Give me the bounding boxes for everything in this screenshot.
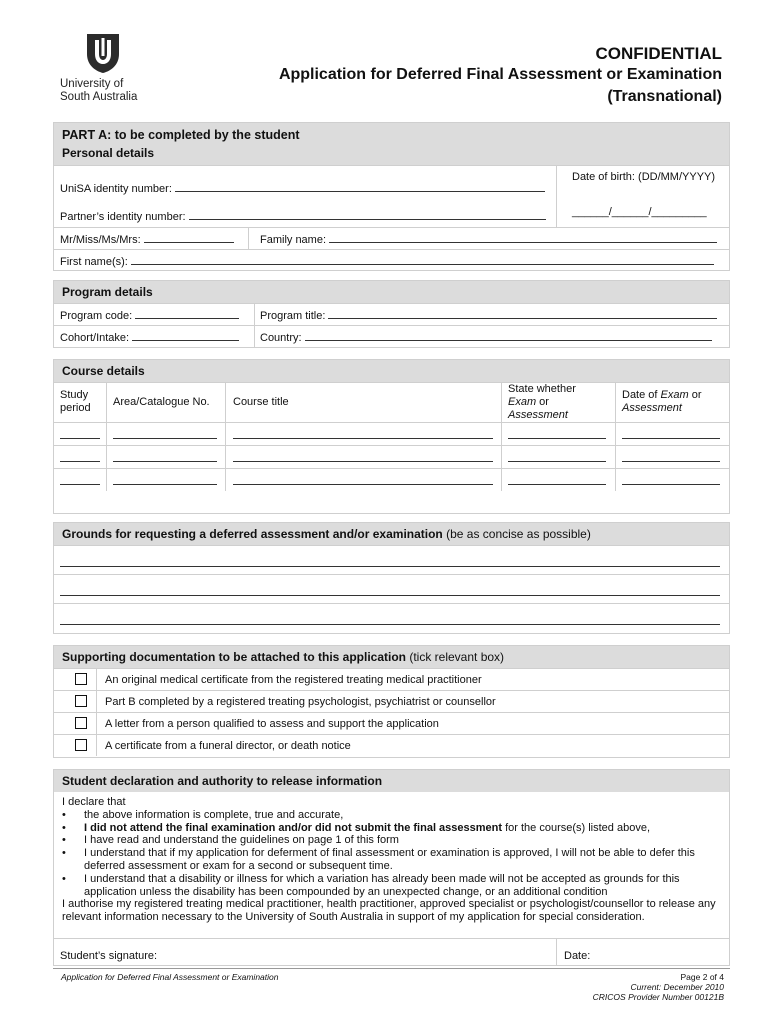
declaration-bullet: • I did not attend the final examination and/or did not submit the final assessment for the course(s) listed above,	[62, 822, 721, 835]
page-footer	[53, 968, 730, 1002]
declaration-bullet: • I understand that if my application for deferment of final assessment or examination is approved, I will not be able to defer this deferred assessment or exam for a second or subsequent time.	[62, 847, 721, 873]
date-field[interactable]: Date:	[564, 950, 591, 962]
footer-cricos: CRICOS Provider Number 00121B	[592, 992, 724, 1002]
supporting-item-label: A certificate from a funeral director, or death notice	[105, 740, 351, 752]
authorise-text: I authorise my registered treating medical practitioner, health practitioner, approved specialist or psychologist/counsellor to release any relevant information necessary to the University of South Australia in support of my application for special consideration.	[62, 898, 716, 924]
part-a-heading: PART A: to be completed by the student	[62, 128, 300, 142]
program-code-field[interactable]	[60, 309, 239, 322]
declaration-heading: Student declaration and authority to release information	[54, 770, 729, 792]
grounds-heading: Grounds for requesting a deferred assessment and/or examination (be as concise as possible)	[54, 523, 729, 545]
supporting-docs-section	[53, 645, 730, 758]
unisa-id-field[interactable]	[60, 182, 545, 195]
title-field[interactable]	[60, 233, 234, 246]
col-area: Area/Catalogue No.	[113, 396, 210, 408]
grounds-line[interactable]	[54, 603, 729, 632]
grounds-line[interactable]	[54, 574, 729, 603]
partner-id-label: Partner’s identity number:	[60, 211, 186, 223]
footer-form-name: Application for Deferred Final Assessment or Examination	[61, 972, 279, 982]
form-title-line1: Application for Deferred Final Assessment or Examination	[278, 66, 722, 83]
supporting-item	[54, 734, 729, 756]
personal-details-section	[53, 122, 730, 271]
first-names-field[interactable]	[60, 255, 714, 268]
col-study-period: Study period	[60, 389, 91, 414]
country-field[interactable]	[260, 331, 712, 344]
first-names-label: First name(s):	[60, 256, 128, 268]
cohort-field[interactable]	[60, 331, 239, 344]
unisa-id-label: UniSA identity number:	[60, 183, 172, 195]
program-code-label: Program code:	[60, 310, 133, 322]
declaration-text	[54, 792, 729, 928]
supporting-item	[54, 690, 729, 712]
supporting-item-label: Part B completed by a registered treating psychologist, psychiatrist or counsellor	[105, 696, 496, 708]
program-details-section	[53, 280, 730, 348]
checkbox-medical-certificate[interactable]	[75, 673, 87, 685]
supporting-item	[54, 712, 729, 734]
footer-current: Current: December 2010	[630, 982, 724, 992]
personal-details-heading: Personal details	[62, 146, 155, 160]
confidential-label: CONFIDENTIAL	[595, 44, 722, 63]
program-title-field[interactable]	[260, 309, 717, 322]
supporting-docs-heading: Supporting documentation to be attached to this application (tick relevant box)	[54, 646, 729, 668]
university-logo	[60, 32, 160, 104]
checkbox-part-b[interactable]	[75, 695, 87, 707]
footer-meta	[593, 972, 724, 1002]
supporting-item	[54, 668, 729, 690]
declaration-bullet: • the above information is complete, true and accurate,	[62, 809, 721, 822]
course-row[interactable]	[54, 445, 729, 468]
signature-field[interactable]: Student’s signature:	[60, 950, 158, 962]
supporting-item-label: An original medical certificate from the registered treating medical practitioner	[105, 674, 482, 686]
declaration-bullet: • I have read and understand the guidelines on page 1 of this form	[62, 834, 721, 847]
university-name-line1: University of	[60, 78, 124, 90]
university-name	[60, 78, 160, 104]
unisa-shield-icon	[85, 32, 121, 74]
grounds-line[interactable]	[54, 545, 729, 574]
partner-id-field[interactable]	[60, 210, 546, 223]
checkbox-letter[interactable]	[75, 717, 87, 729]
declaration-intro: I declare that	[62, 796, 126, 808]
university-name-line2: South Australia	[60, 91, 138, 103]
col-course-title: Course title	[233, 396, 289, 408]
declaration-section	[53, 769, 730, 966]
family-name-field[interactable]	[260, 233, 717, 246]
course-details-section	[53, 359, 730, 514]
form-title-block	[279, 44, 722, 108]
cohort-label: Cohort/Intake:	[60, 332, 130, 344]
footer-page-number: Page 2 of 4	[680, 972, 724, 982]
course-row[interactable]	[54, 468, 729, 491]
country-label: Country:	[260, 332, 302, 344]
title-label: Mr/Miss/Ms/Mrs:	[60, 234, 141, 246]
declaration-bullet: • I understand that a disability or illness for which a variation has already been made will not be accepted as grounds for this application unless the disability has been compounded by an unexpected change, or an additional condition	[62, 873, 721, 899]
program-title-label: Program title:	[260, 310, 326, 322]
family-name-label: Family name:	[260, 234, 327, 246]
course-table-header	[54, 382, 729, 422]
col-date: Date of Exam or Assessment	[622, 389, 702, 414]
course-details-heading: Course details	[54, 360, 729, 382]
checkbox-funeral-certificate[interactable]	[75, 739, 87, 751]
grounds-section	[53, 522, 730, 634]
course-row[interactable]	[54, 422, 729, 445]
form-title-line2: (Transnational)	[607, 88, 722, 105]
dob-label: Date of birth: (DD/MM/YYYY)	[572, 171, 716, 183]
program-details-heading: Program details	[54, 281, 729, 303]
col-state-whether: State whether Exam or Assessment	[508, 383, 576, 421]
dob-field[interactable]: ______/______/_________	[572, 206, 707, 218]
supporting-item-label: A letter from a person qualified to assess and support the application	[105, 718, 439, 730]
